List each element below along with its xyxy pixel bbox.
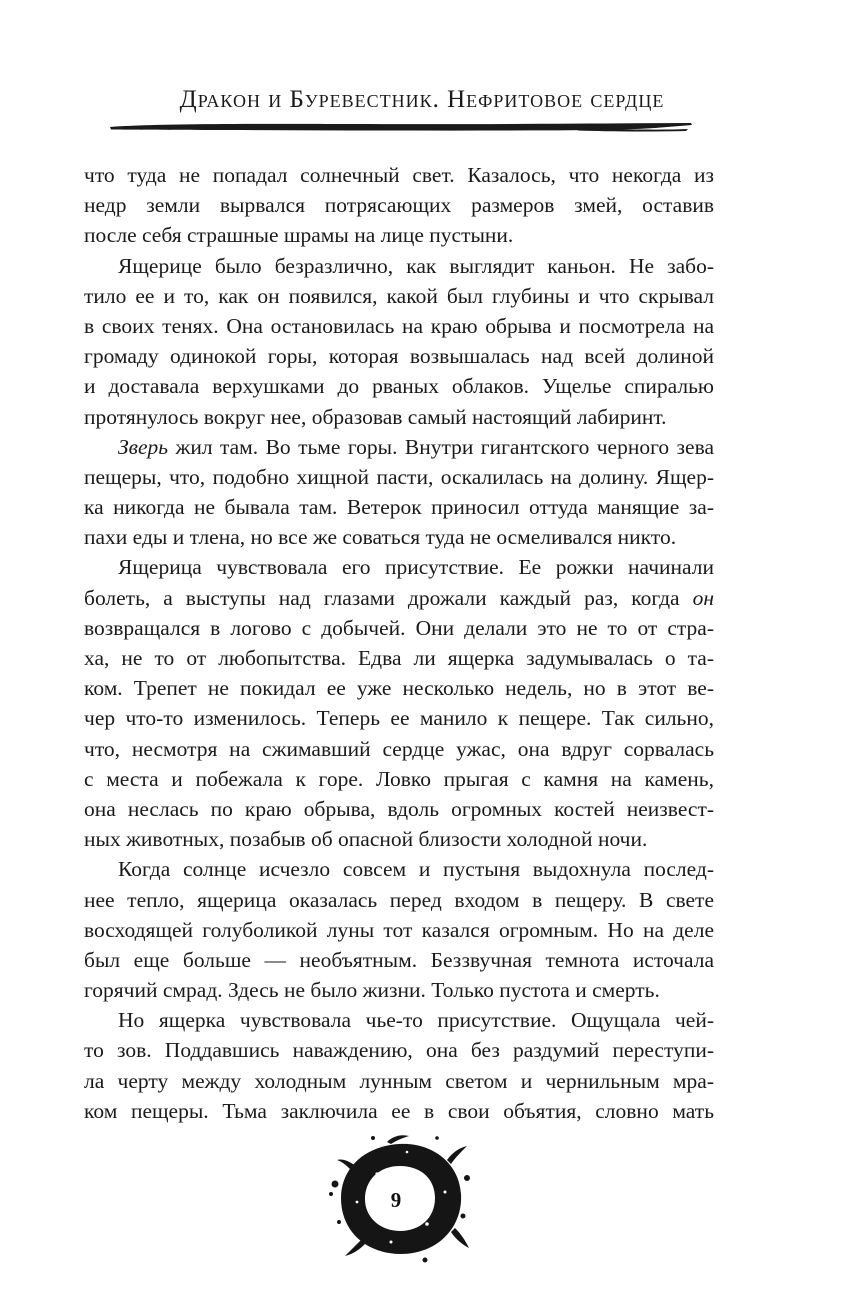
text-line: Но ящерка чувствовала чье-то присутствие. Ощущала чей- (118, 1008, 714, 1033)
text-line: пещеры, что, подобно хищной пасти, оскалилась на долину. Ящер- (84, 464, 714, 489)
text-line: был еще больше — необъятным. Беззвучная темнота источала (84, 947, 714, 972)
page-number: 9 (390, 1187, 402, 1212)
text-run: болеть, а выступы над глазами дрожали каждый раз, когда (84, 585, 693, 610)
text-line: тило ее и то, как он появился, какой был глубины и что скрывал (84, 283, 714, 308)
text-line: громаду одинокой горы, которая возвышалась над всей долиной (84, 344, 714, 369)
text-line: ком пещеры. Тьма заключила ее в свои объятия, словно мать (84, 1098, 714, 1123)
body-text (84, 160, 714, 1126)
text-line: ком. Трепет не покидал ее уже несколько недель, но в этот ве- (84, 676, 714, 701)
running-title: Дракон и Буревестник. Нефритовое сердце (179, 86, 665, 113)
text-run: жил там. Во тьме горы. Внутри гигантского черного зева (168, 434, 714, 459)
text-line: горячий смрад. Здесь не было жизни. Только пустота и смерть. (84, 978, 660, 1003)
text-line: нее тепло, ящерица оказалась перед входом в пещеру. В свете (84, 887, 714, 912)
text-line: что, несмотря на сжимавший сердце ужас, она вдруг сорвалась (84, 736, 714, 761)
text-line: она неслась по краю обрыва, вдоль огромных костей неизвест- (84, 796, 714, 821)
text-line: Ящерица чувствовала его присутствие. Ее рожки начинали (118, 555, 714, 580)
text-line: протянулось вокруг нее, образовав самый настоящий лабиринт. (84, 404, 667, 429)
text-line: то зов. Поддавшись наваждению, она без раздумий переступи- (84, 1038, 714, 1063)
italic-word: он (692, 585, 714, 610)
text-line: ла черту между холодным лунным светом и чернильным мра- (84, 1068, 714, 1093)
text-line: Когда солнце исчезло совсем и пустыня выдохнула послед- (118, 857, 714, 882)
text-line: Ящерице было безразлично, как выглядит каньон. Не забо- (118, 253, 714, 278)
italic-word: Зверь (118, 434, 169, 459)
text-line: ных животных, позабыв об опасной близости холодной ночи. (84, 827, 648, 852)
brush-stroke-rule (108, 120, 693, 134)
text-line: пахи еды и тлена, но все же соваться туда не осмеливался никто. (84, 525, 677, 550)
page-number-ornament (327, 1132, 473, 1264)
text-line: ха, не то от любопытства. Едва ли ящерка задумывалась о та- (84, 646, 714, 670)
text-line: возвращался в логово с добычей. Они делали это не то от стра- (84, 615, 714, 640)
text-line (84, 583, 714, 613)
text-line: что туда не попадал солнечный свет. Казалось, что некогда из (84, 163, 714, 187)
text-line: и доставала верхушками до рваных облаков. Ущелье спиралью (84, 374, 714, 399)
text-line: с места и побежала к горе. Ловко прыгая с камня на камень, (84, 766, 714, 791)
text-line: ка никогда не бывала там. Ветерок приносил оттуда манящие за- (84, 495, 714, 520)
text-line: после себя страшные шрамы на лице пустыни. (84, 223, 514, 248)
text-line: в своих тенях. Она остановилась на краю обрыва и посмотрела на (84, 313, 714, 338)
text-line: чер что-то изменилось. Теперь ее манило к пещере. Так сильно, (84, 706, 714, 731)
text-line: восходящей голуболикой луны тот казался огромным. Но на деле (84, 917, 714, 942)
text-line (84, 432, 714, 462)
text-line: недр земли вырвался потрясающих размеров змей, оставив (84, 193, 714, 218)
